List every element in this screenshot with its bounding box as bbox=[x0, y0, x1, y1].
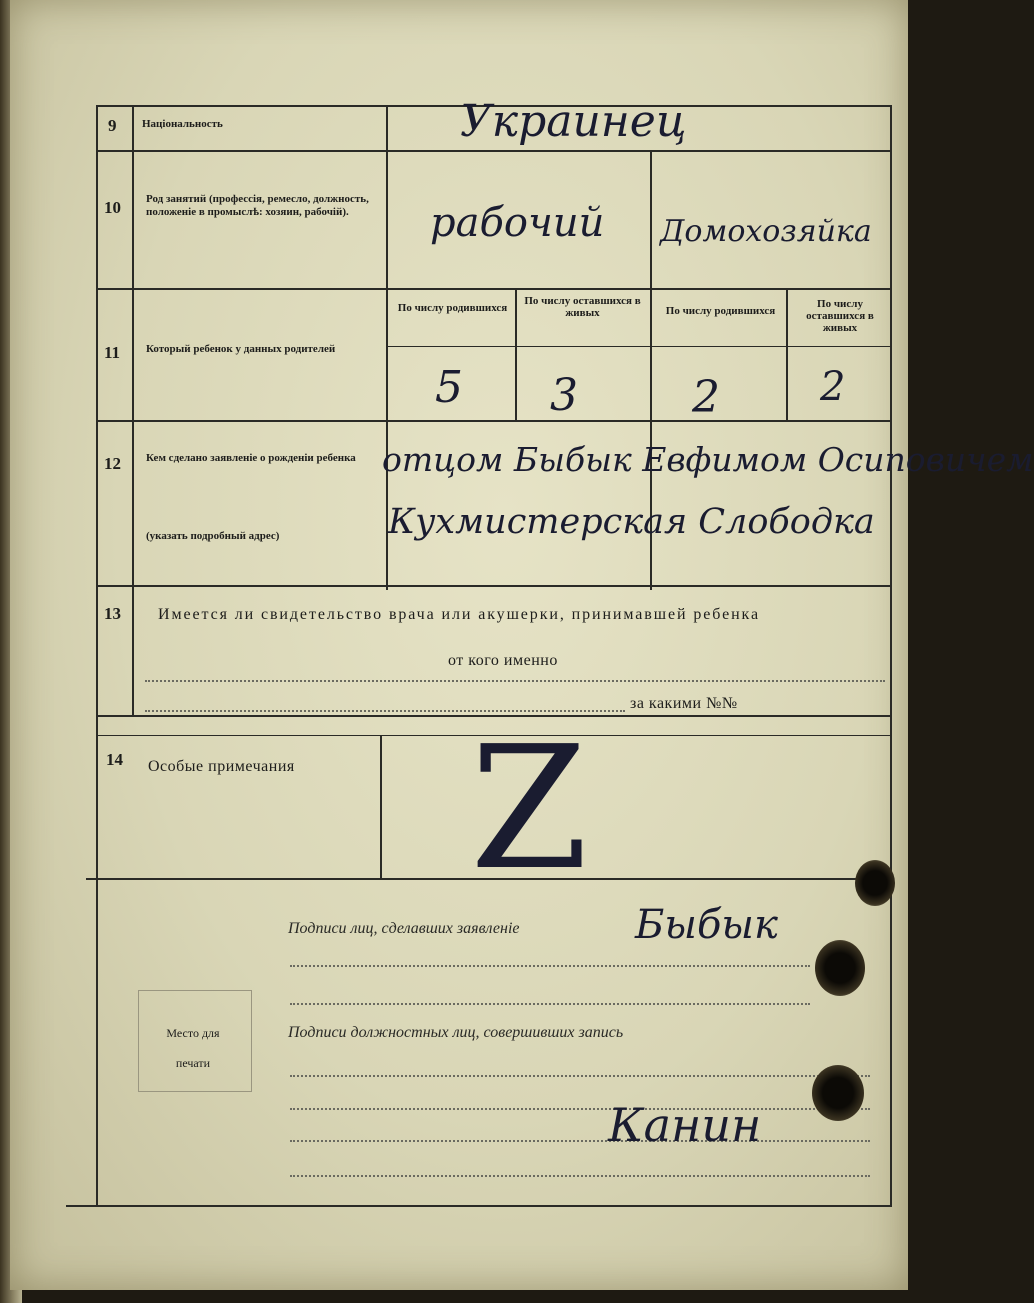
row9-label: Національность bbox=[142, 118, 223, 130]
row11-value-alive-mother: 2 bbox=[820, 364, 846, 410]
row13-dotline1 bbox=[145, 680, 885, 682]
row12-address: Кухмистерская Слободка bbox=[388, 502, 875, 542]
signature-declarant: Быбык bbox=[635, 902, 778, 948]
frame-c11a bbox=[515, 290, 517, 420]
row11-label: Который ребенок у данных родителей bbox=[146, 343, 336, 355]
row10-value-father: рабочий bbox=[430, 200, 605, 246]
row13-numbers: за какими №№ bbox=[630, 695, 738, 712]
row14-cross-mark: Z bbox=[470, 710, 589, 908]
row12-number: 12 bbox=[104, 454, 121, 473]
row11-number: 11 bbox=[104, 343, 121, 362]
hline-9 bbox=[96, 150, 892, 152]
birth-record-page bbox=[10, 0, 1034, 1290]
stamp-place-label: Место для печати bbox=[166, 1026, 220, 1070]
row10-label: Род занятий (профессія, ремесло, должность, положеніе в промыслѣ: хозяин, рабочій). bbox=[146, 193, 369, 218]
footer-dotline4 bbox=[290, 1108, 870, 1110]
hline-11 bbox=[96, 420, 892, 422]
row13-number: 13 bbox=[104, 604, 121, 623]
row9-number: 9 bbox=[108, 116, 117, 135]
row12-declarant: отцом Быбык Евфимом Осиповичем bbox=[382, 440, 1034, 479]
row11-col1-header: По числу родившихся bbox=[397, 302, 508, 314]
row9-value: Украинец bbox=[460, 96, 687, 147]
row11-col2-header: По числу оставшихся в живых bbox=[524, 295, 641, 319]
binding-hole-3 bbox=[812, 1065, 864, 1121]
hline-12 bbox=[96, 585, 892, 587]
row12-address-label: (указать подробный адрес) bbox=[146, 530, 280, 542]
hline-bottom bbox=[66, 1205, 892, 1207]
row10-value-mother: Домохозяйка bbox=[660, 214, 872, 249]
row11-value-alive-father: 3 bbox=[550, 370, 578, 421]
hline-10 bbox=[96, 288, 892, 290]
row13-question: Имеется ли свидетельство врача или акушерки, принимавшей ребенка bbox=[158, 606, 760, 623]
row14-label: Особые примечания bbox=[148, 758, 295, 775]
hline-11hdr bbox=[386, 346, 892, 347]
binding-hole-2 bbox=[815, 940, 865, 996]
signature-declarant-label: Подписи лиц, сделавших заявленіе bbox=[288, 920, 520, 937]
row12-label: Кем сделано заявленіе о рожденіи ребенка bbox=[146, 452, 356, 464]
frame-numcol bbox=[132, 105, 134, 715]
row13-from-whom: от кого именно bbox=[448, 652, 558, 669]
frame-c11c bbox=[786, 290, 788, 420]
footer-dotline1 bbox=[290, 965, 810, 967]
frame-right bbox=[890, 105, 892, 1205]
signature-officials-label: Подписи должностных лиц, совершивших запись bbox=[288, 1024, 624, 1041]
row11-value-born-father: 5 bbox=[435, 362, 463, 413]
row10-number: 10 bbox=[104, 198, 121, 217]
footer-dotline6 bbox=[290, 1175, 870, 1177]
row14-number: 14 bbox=[106, 750, 123, 769]
footer-dotline3 bbox=[290, 1075, 870, 1077]
binding-hole-1 bbox=[855, 860, 895, 906]
row11-col4-header: По числу оставшихся в живых bbox=[806, 298, 874, 334]
footer-dotline2 bbox=[290, 1003, 810, 1005]
row11-value-born-mother: 2 bbox=[692, 372, 720, 423]
footer-dotline5 bbox=[290, 1140, 870, 1142]
frame-left bbox=[96, 105, 98, 1205]
frame-r14mid bbox=[380, 735, 382, 880]
row11-col3-header: По числу родившихся bbox=[665, 305, 776, 317]
signature-official: Канин bbox=[608, 1098, 762, 1152]
